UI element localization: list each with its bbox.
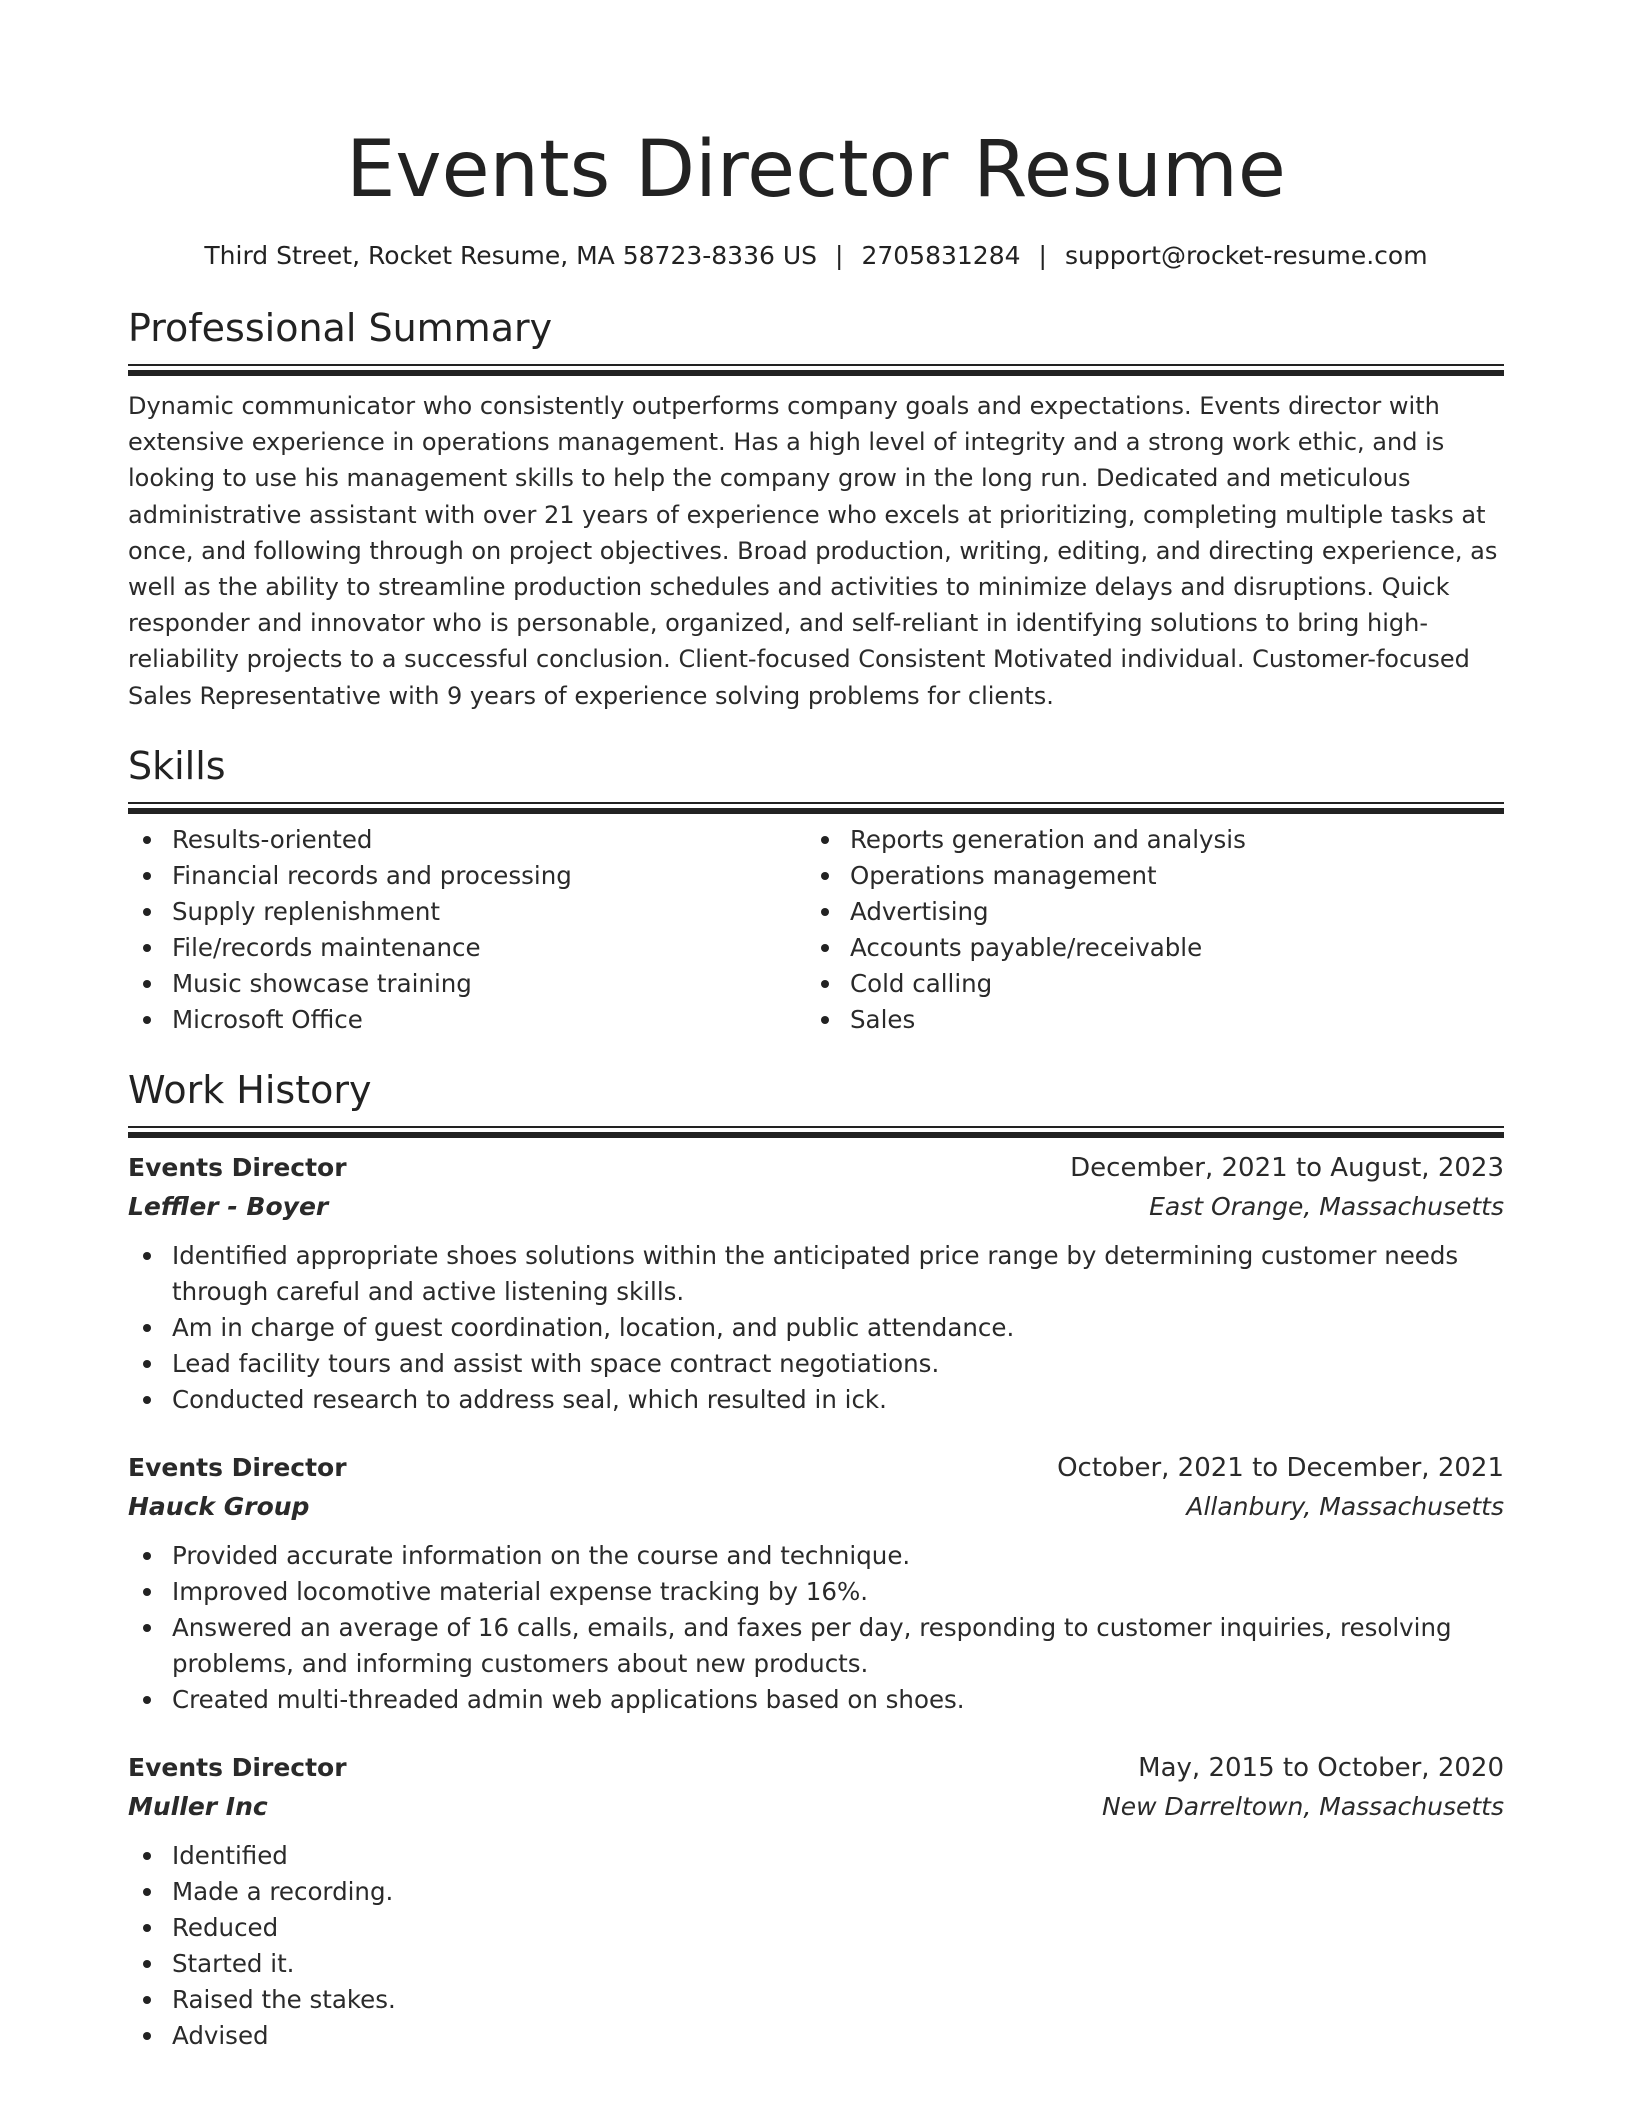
job-bullet: Raised the stakes. [128,1982,1504,2018]
job-subheader [128,1488,1504,1526]
skill-item: Financial records and processing [128,858,806,894]
skill-item: Reports generation and analysis [806,822,1484,858]
job-bullet: Created multi-threaded admin web applications based on shoes. [128,1682,1504,1718]
job-dates: October, 2021 to December, 2021 [1057,1452,1504,1483]
job-bullet-list [128,1238,1504,1418]
job-bullet: Improved locomotive material expense tracking by 16%. [128,1574,1504,1610]
job-location: New Darreltown, Massachusetts [1102,1791,1504,1821]
skill-item: Sales [806,1002,1484,1038]
job-entry [128,1448,1504,1718]
job-bullet: Made a recording. [128,1874,1504,1910]
job-bullet: Started it. [128,1946,1504,1982]
job-dates: May, 2015 to October, 2020 [1138,1752,1504,1783]
job-location: East Orange, Massachusetts [1149,1191,1504,1221]
contact-phone: 2705831284 [861,241,1021,270]
job-bullet-list [128,1538,1504,1718]
job-bullet: Reduced [128,1910,1504,1946]
job-bullet: Identified appropriate shoes solutions within the anticipated price range by determining customer needs through careful and active listening skills. [128,1238,1504,1310]
job-subheader [128,1788,1504,1826]
job-bullet-list [128,1838,1504,2054]
skill-item: Cold calling [806,966,1484,1002]
skill-item: Supply replenishment [128,894,806,930]
resume-title: Events Director Resume [346,125,1286,215]
contact-line [128,238,1504,274]
job-bullet: Conducted research to address seal, which resulted in ick. [128,1382,1504,1418]
skill-item: Accounts payable/receivable [806,930,1484,966]
job-location: Allanbury, Massachusetts [1186,1491,1504,1521]
skill-item: Operations management [806,858,1484,894]
job-bullet: Provided accurate information on the course and technique. [128,1538,1504,1574]
work-history-section [128,1066,1504,2054]
job-subheader [128,1188,1504,1226]
job-bullet: Lead facility tours and assist with space contract negotiations. [128,1346,1504,1382]
job-header [128,1448,1504,1488]
section-divider [128,1126,1504,1132]
job-company: Leffler - Boyer [128,1191,329,1221]
job-bullet: Advised [128,2018,1504,2054]
skills-columns [128,822,1504,1038]
skills-list-right [806,822,1484,1038]
job-company: Muller Inc [128,1791,268,1821]
section-heading-work-history: Work History [128,1067,372,1112]
section-divider [128,364,1504,370]
skill-item: File/records maintenance [128,930,806,966]
section-heading-skills: Skills [128,743,226,788]
job-company: Hauck Group [128,1491,310,1521]
skill-item: Results-oriented [128,822,806,858]
skills-list-left [128,822,806,1038]
job-entry [128,1148,1504,1418]
job-entry [128,1748,1504,2054]
skill-item: Music showcase training [128,966,806,1002]
skill-item: Microsoft Office [128,1002,806,1038]
section-divider [128,802,1504,808]
job-bullet: Identified [128,1838,1504,1874]
contact-email: support@rocket-resume.com [1064,241,1428,270]
job-header [128,1748,1504,1788]
job-title: Events Director [128,1452,347,1482]
job-title: Events Director [128,1752,347,1782]
job-bullet: Am in charge of guest coordination, location, and public attendance. [128,1310,1504,1346]
job-bullet: Answered an average of 16 calls, emails, and faxes per day, responding to customer inquiries, resolving problems, and informing customers about new products. [128,1610,1504,1682]
contact-address: Third Street, Rocket Resume, MA 58723-8336 US [204,241,818,270]
contact-separator: | [835,241,844,270]
job-header [128,1148,1504,1188]
skills-section [128,742,1504,1038]
contact-separator: | [1038,241,1047,270]
job-title: Events Director [128,1152,347,1182]
summary-text: Dynamic communicator who consistently outperforms company goals and expectations. Events director with extensive experience in operations management. Has a high level of integrity and a strong work ethic, and is looking to use his management skills to help the company grow in the long run. Dedicated and meticulous administrative assistant with over 21 years of experience who excels at prioritizing, completing multiple tasks at once, and following through on project objectives. Broad production, writing, editing, and directing experience, as well as the ability to streamline production schedules and activities to minimize delays and disruptions. Quick responder and innovator who is personable, organized, and self-reliant in identifying solutions to bring high-reliability projects to a successful conclusion. Client-focused Consistent Motivated individual. Customer-focused Sales Representative with 9 years of experience solving problems for clients. [128,392,1498,710]
summary-section [128,304,1504,714]
section-heading-summary: Professional Summary [128,306,553,350]
resume-page [128,0,1504,2054]
job-dates: December, 2021 to August, 2023 [1070,1152,1504,1183]
skill-item: Advertising [806,894,1484,930]
